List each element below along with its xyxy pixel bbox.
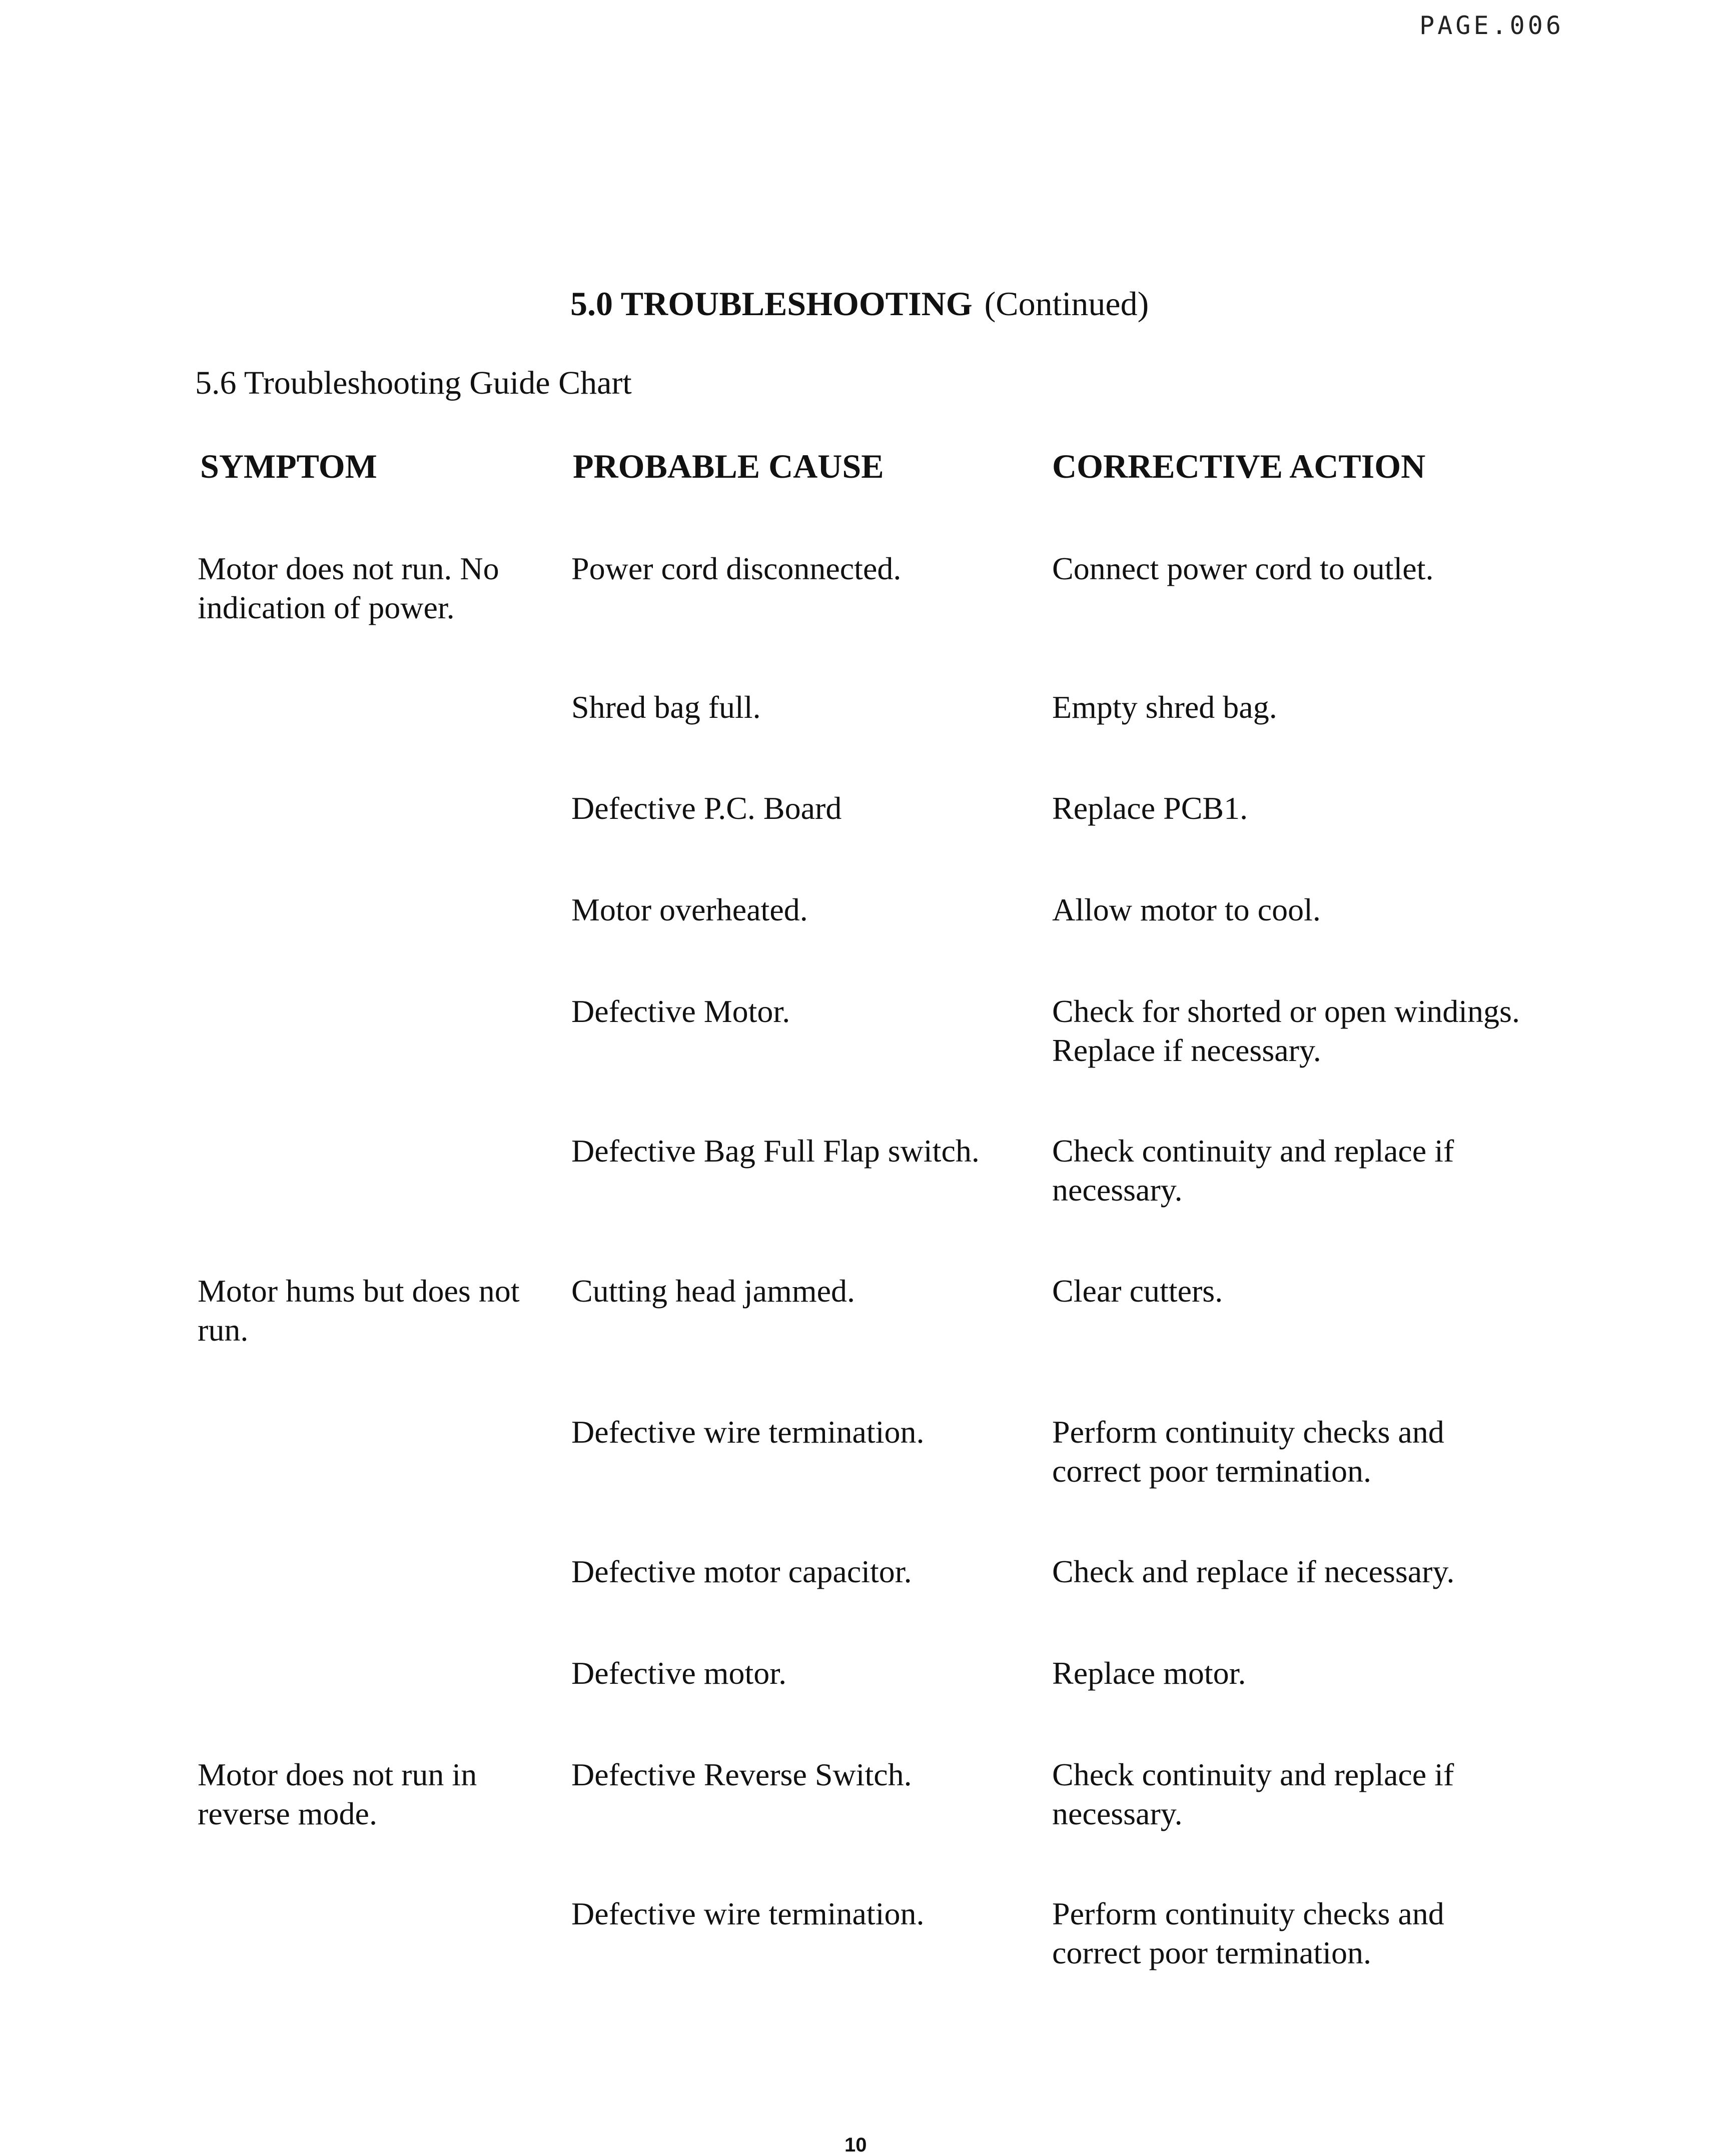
action-cell: Check continuity and replace if necessary. [1052,1133,1454,1208]
action-cell: Replace motor. [1052,1655,1246,1691]
cause-cell: Defective wire termination. [571,1896,925,1931]
cause-cell: Power cord disconnected. [571,551,902,586]
symptom-cell: Motor does not run. No indication of power. [198,551,499,625]
section-title-continued: (Continued) [984,285,1149,323]
cause-cell: Defective Bag Full Flap switch. [571,1133,980,1169]
cause-cell: Defective P.C. Board [571,790,842,826]
cause-cell: Defective motor. [571,1655,787,1691]
action-column-header: CORRECTIVE ACTION [1052,447,1426,485]
cause-column-header: PROBABLE CAUSE [573,447,884,485]
cause-cell: Cutting head jammed. [571,1273,855,1309]
cause-cell: Shred bag full. [571,689,761,725]
action-cell: Perform continuity checks and correct poor termination. [1052,1414,1444,1489]
action-cell: Clear cutters. [1052,1273,1223,1309]
page-stamp: PAGE.006 [1419,11,1564,40]
cause-cell: Defective wire termination. [571,1414,925,1450]
symptom-cell: Motor hums but does not run. [198,1273,520,1348]
chart-subtitle: 5.6 Troubleshooting Guide Chart [195,365,632,401]
action-cell: Connect power cord to outlet. [1052,551,1434,586]
section-title-main: 5.0 TROUBLESHOOTING [570,285,973,323]
action-cell: Perform continuity checks and correct poor termination. [1052,1896,1444,1970]
action-cell: Check continuity and replace if necessary. [1052,1757,1454,1831]
cause-cell: Motor overheated. [571,892,808,927]
section-title [570,284,1149,324]
cause-cell: Defective motor capacitor. [571,1554,912,1589]
action-cell: Check for shorted or open windings. Replace if necessary. [1052,993,1520,1068]
action-cell: Allow motor to cool. [1052,892,1321,927]
action-cell: Replace PCB1. [1052,790,1248,826]
symptom-column-header: SYMPTOM [200,447,377,485]
action-cell: Empty shred bag. [1052,689,1277,725]
symptom-cell: Motor does not run in reverse mode. [198,1757,477,1831]
action-cell: Check and replace if necessary. [1052,1554,1455,1589]
page-number: 10 [844,2134,867,2156]
cause-cell: Defective Reverse Switch. [571,1757,912,1792]
cause-cell: Defective Motor. [571,993,790,1029]
